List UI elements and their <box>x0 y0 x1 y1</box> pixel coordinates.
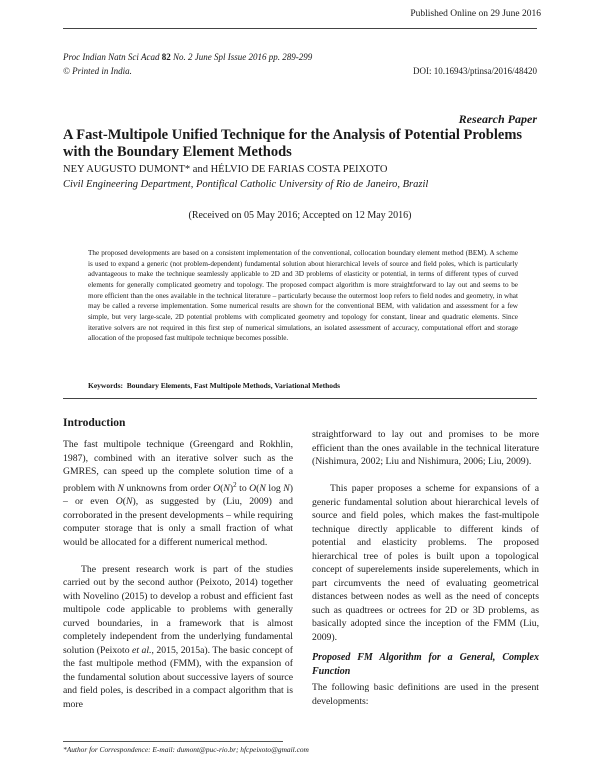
journal-volume: 82 <box>161 52 171 62</box>
journal-issue: No. 2 June Spl Issue 2016 pp. 289-299 <box>173 52 313 62</box>
intro-paragraph-2: The present research work is part of the studies carried out by the second author (Peixoto, 2014) together with Novelino (2015) to develop a robust and efficient fast multipole code applicable to problems with generally curved boundaries, in a framework that is almost completely independent from the underlying fundamental solution (Peixoto et al., 2015, 2015a). The basic concept of the fast multipole method (FMM), with the expansion of the fundamental solution about successive layers of source and field poles, is described in a compact algorithm that is more <box>63 563 293 710</box>
intro-paragraph-3: This paper proposes a scheme for expansions of a generic fundamental solution about hierarchical levels of source and field poles, which makes the fast-multipole technique directly applicable to different kinds of potential and elasticity problems. The proposed hierarchical tree of poles is built upon a topological concept of superelements inside superelements, which in part circumvents the need of evaluating geometrical distances between nodes as well as the need of concepts such as quadtrees or octrees for 2D or 3D problems, as basically adopted since the inception of the FMM (Liu, 2009). <box>312 483 539 643</box>
keywords <box>88 381 340 390</box>
footnote-rule <box>63 741 283 742</box>
journal-citation <box>63 52 312 62</box>
keywords-list: Boundary Elements, Fast Multipole Methods, Variational Methods <box>126 381 341 390</box>
printed-in-india: © Printed in India. <box>63 66 132 76</box>
introduction-heading: Introduction <box>63 417 126 429</box>
received-dates: (Received on 05 May 2016; Accepted on 12 May 2016) <box>188 210 412 221</box>
paper-title: A Fast-Multipole Unified Technique for the Analysis of Potential Problems with the Boundary Element Methods <box>63 127 523 160</box>
keywords-label: Keywords: <box>88 381 123 390</box>
intro-paragraph-1-continued: straightforward to lay out and promises to be more efficient than the ones available in the technical literature (Nishimura, 2002; Liu and Nishimura, 2006; Liu, 2009). <box>312 429 539 467</box>
doi-text: DOI: 10.16943/ptinsa/2016/48420 <box>413 66 537 76</box>
author-list: NEY AUGUSTO DUMONT* and HÉLVIO DE FARIAS COSTA PEIXOTO <box>63 164 388 175</box>
correspondence-footnote: *Author for Correspondence: E-mail: dumont@puc-rio.br; hfcpeixoto@gmail.com <box>63 745 309 754</box>
fm-paragraph-1: The following basic definitions are used in the present developments: <box>312 682 539 707</box>
body-column-left <box>63 438 293 711</box>
header-rule <box>63 28 537 29</box>
intro-paragraph-1: The fast multipole technique (Greengard and Rokhlin, 1987), combined with an iterative solver such as the GMRES, can speed up the complete solution time of a problem with N unknowns from order $O(N)^2$ to O(N log N) – or even O(N), as suggested by (Liu, 2009) and corroborated in the present developments – while requiring computer storage that is only a small fraction of what would be allocated for a different numerical method. <box>63 439 293 548</box>
published-online-date: Published Online on 29 June 2016 <box>410 9 541 19</box>
abstract: The proposed developments are based on a consistent implementation of the conventional, collocation boundary element method (BEM). A scheme is used to expand a generic (not problem-dependent) fundamental solution about hierarchical levels of source and field poles, which is particularly advantageous to make the technique seamlessly applicable to 2D and 3D problems of elasticity or potential, in terms of different types of curved elements for generally complicated geometry and topology. The proposed compact algorithm is more straightforward to lay out and seems to be more efficient than the ones available in the technical literature – particularly because the outermost loop refers to field nodes and geometry, in what may be called a reverse implementation. Some numerical results are shown for the conventional BEM, with validation and assessment for a few simple, but very large-scale, 2D potential problems with complicated geometry and topology for constant, linear and quadratic elements. Since iterative solvers are not required in this first step of numerical simulations, an isolated assessment of accuracy, computational effort and storage allocation of the proposed fast multipole technique becomes possible. <box>88 249 518 343</box>
section-heading-fm-algorithm: Proposed FM Algorithm for a General, Complex Function <box>312 652 539 677</box>
journal-name: Proc Indian Natn Sci Acad <box>63 52 160 62</box>
affiliation: Civil Engineering Department, Pontifical Catholic University of Rio de Janeiro, Brazil <box>63 179 429 190</box>
body-column-right <box>312 428 539 708</box>
abstract-rule <box>63 398 537 399</box>
article-type: Research Paper <box>458 112 537 126</box>
